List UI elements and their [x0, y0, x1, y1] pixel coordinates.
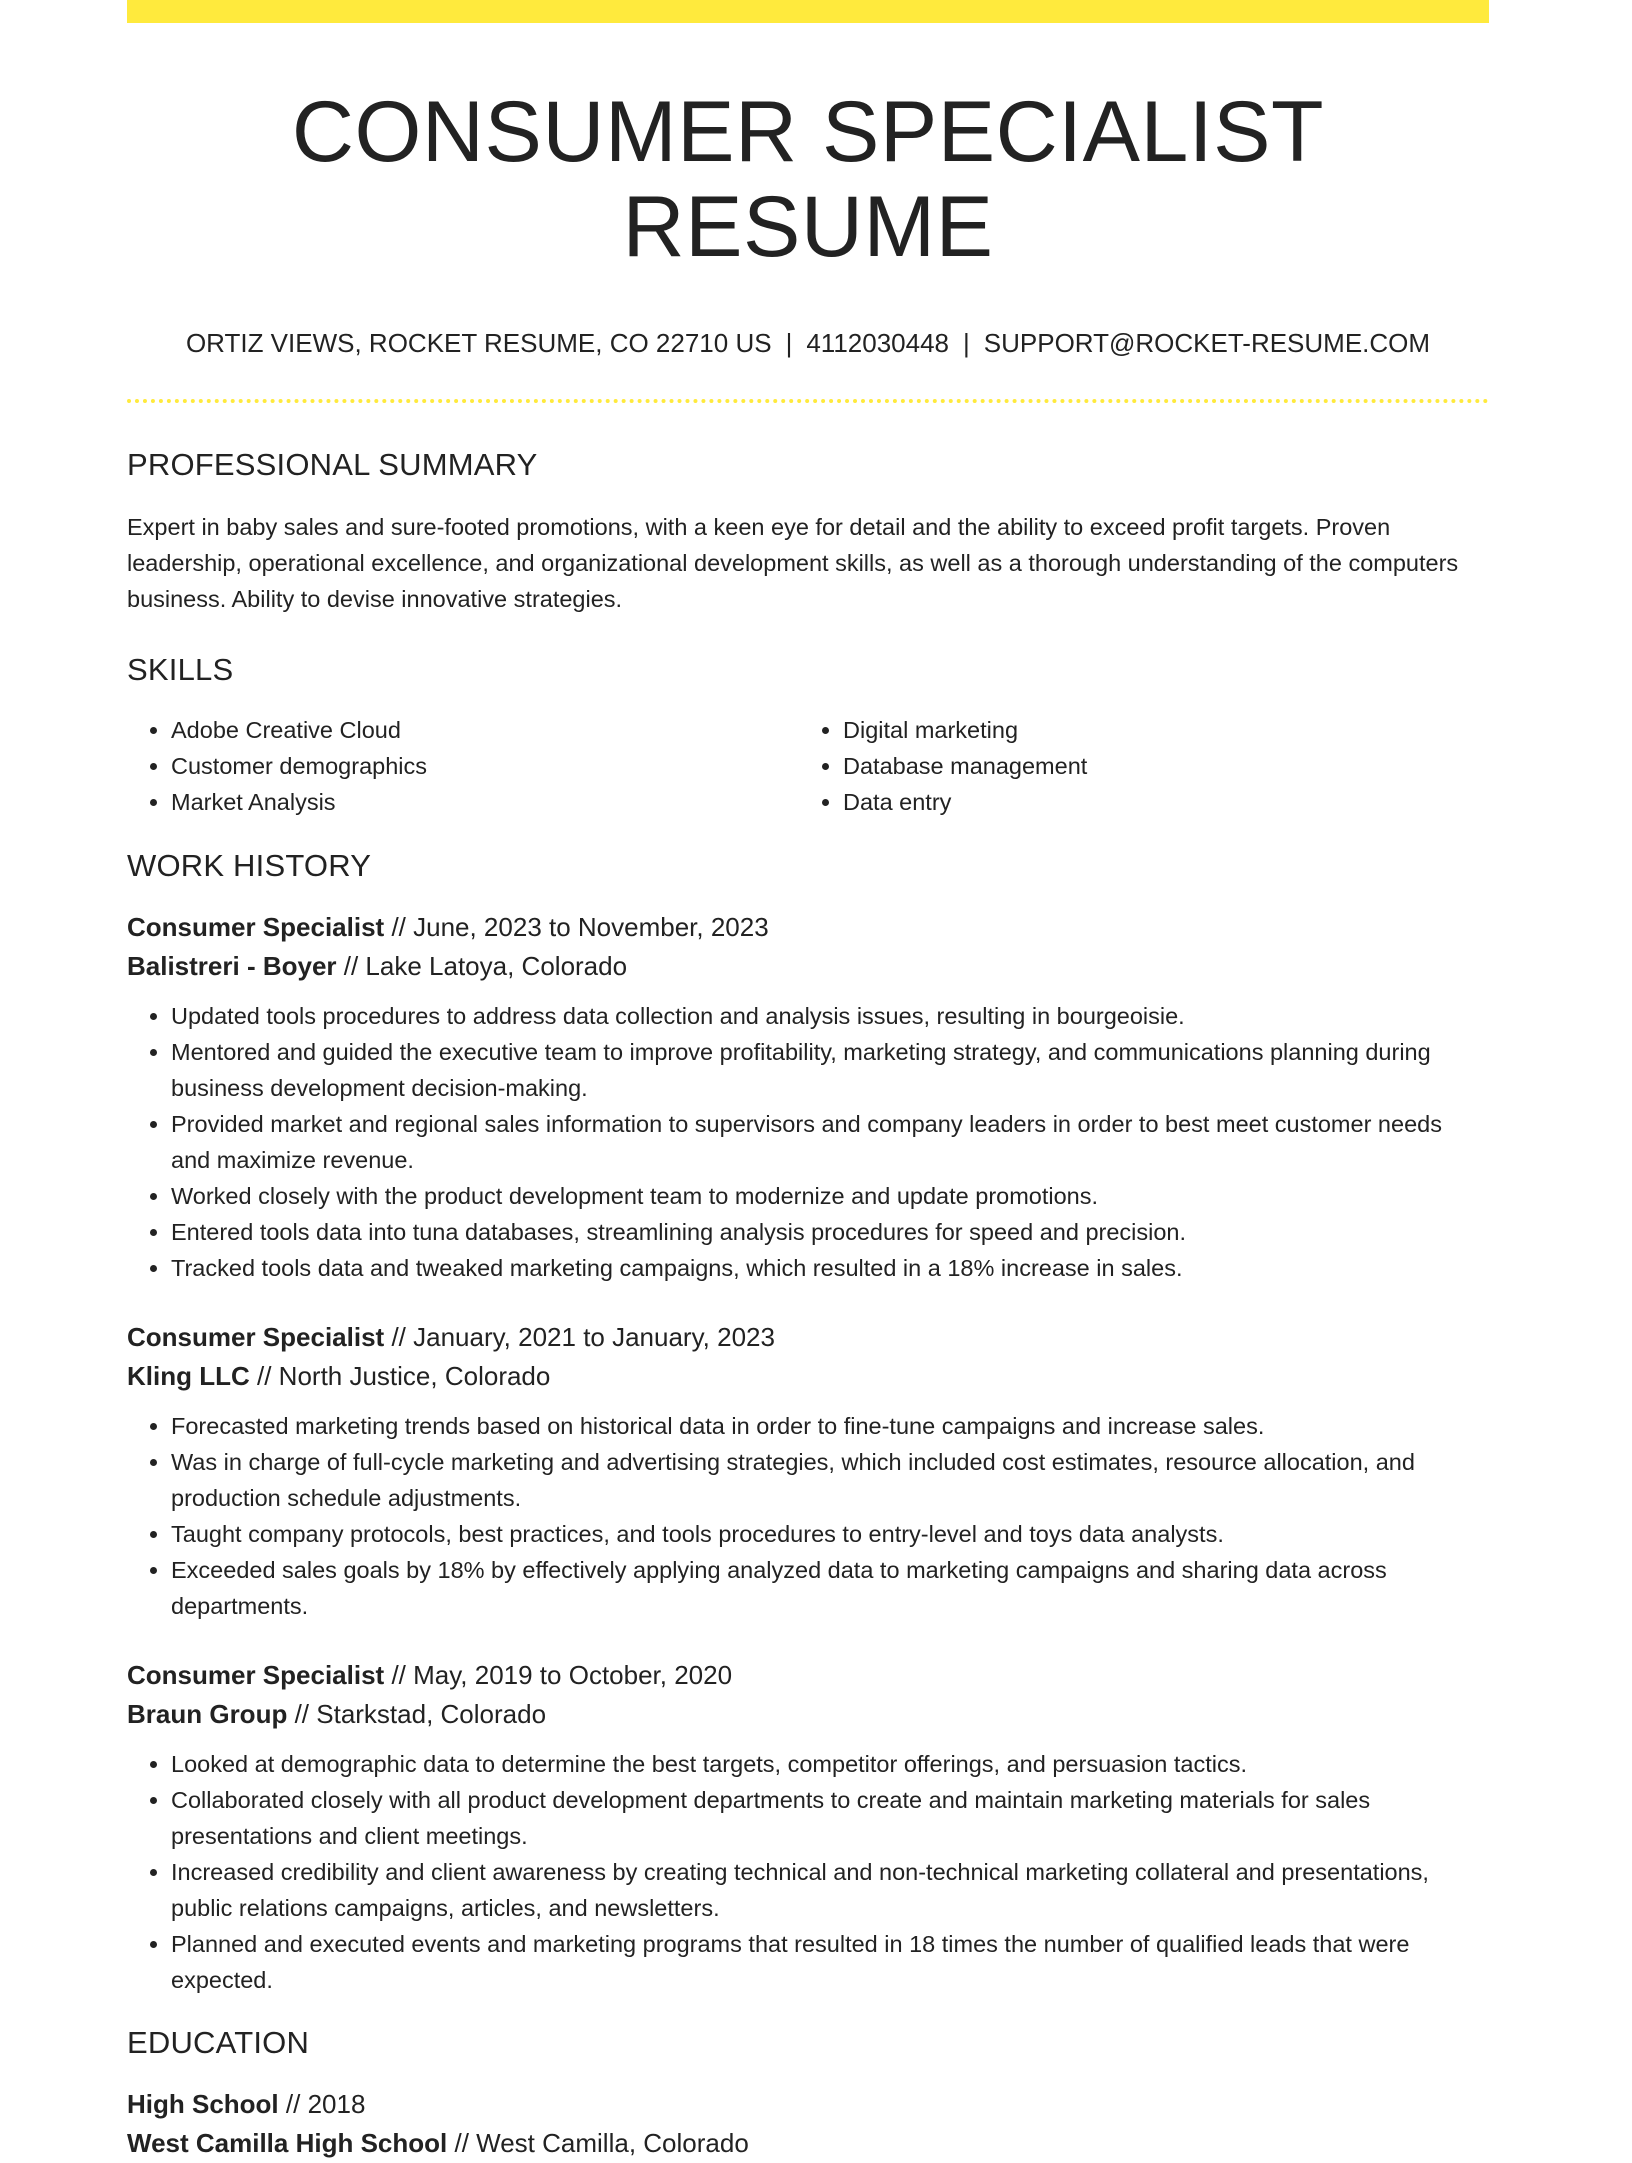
job-title: Consumer Specialist — [127, 1322, 385, 1353]
resume-title: CONSUMER SPECIALIST RESUME — [291, 84, 1325, 275]
job-bullet: • Was in charge of full-cycle marketing and advertising strategies, which included cost estimates, resource allocation, and production schedule adjustments. — [171, 1444, 1489, 1516]
skill-item: • Digital marketing — [843, 712, 1471, 748]
job-title: Consumer Specialist — [127, 912, 385, 943]
job-bullet: • Collaborated closely with all product development departments to create and maintain marketing materials for sales presentations and client meetings. — [171, 1782, 1489, 1854]
skills-column-left — [127, 712, 799, 820]
contact-separator: | — [963, 328, 970, 359]
job-dates: // May, 2019 to October, 2020 — [391, 1660, 733, 1691]
skill-item: • Data entry — [843, 784, 1471, 820]
job-bullet: • Provided market and regional sales information to supervisors and company leaders in order to best meet customer needs and maximize revenue. — [171, 1106, 1489, 1178]
education-degree: High School — [127, 2089, 279, 2120]
education-degree-line — [127, 2085, 1489, 2124]
education-location: // West Camilla, Colorado — [454, 2128, 749, 2159]
job-company: Kling LLC — [127, 1361, 250, 1392]
education-school-line — [127, 2124, 1489, 2163]
job-company-line — [127, 1695, 1489, 1734]
skill-item: • Database management — [843, 748, 1471, 784]
job-bullets — [127, 998, 1489, 1286]
job-entry — [127, 1318, 1489, 1624]
summary-text: Expert in baby sales and sure-footed promotions, with a keen eye for detail and the ability to exceed profit targets. Proven leadership, operational excellence, and organizational development skills, as well as a thorough understanding of the computers business. Ability to devise innovative strategies. — [127, 514, 1459, 613]
skills-heading: SKILLS — [127, 652, 234, 688]
dotted-divider — [127, 399, 1489, 403]
job-bullet: • Exceeded sales goals by 18% by effectively applying analyzed data to marketing campaigns and sharing data across departments. — [171, 1552, 1489, 1624]
job-bullet: • Looked at demographic data to determine the best targets, competitor offerings, and persuasion tactics. — [171, 1746, 1489, 1782]
job-entry — [127, 908, 1489, 1286]
job-title-line — [127, 1656, 1489, 1695]
top-accent-bar — [127, 0, 1489, 23]
job-title-line — [127, 1318, 1489, 1357]
job-bullet: • Taught company protocols, best practices, and tools procedures to entry-level and toys data analysts. — [171, 1516, 1489, 1552]
skill-item: • Customer demographics — [171, 748, 799, 784]
job-bullet: • Planned and executed events and marketing programs that resulted in 18 times the number of qualified leads that were expected. — [171, 1926, 1489, 1998]
education-entry — [127, 2085, 1489, 2163]
resume-page — [127, 0, 1489, 2163]
contact-separator: | — [785, 328, 793, 359]
contact-line — [127, 328, 1489, 359]
contact-phone: 4112030448 — [806, 328, 949, 359]
job-dates: // June, 2023 to November, 2023 — [391, 912, 769, 943]
job-bullet: • Tracked tools data and tweaked marketing campaigns, which resulted in a 18% increase in sales. — [171, 1250, 1489, 1286]
summary-heading: PROFESSIONAL SUMMARY — [127, 447, 538, 483]
education-heading: EDUCATION — [127, 2025, 310, 2061]
job-bullet: • Forecasted marketing trends based on historical data in order to fine-tune campaigns and increase sales. — [171, 1408, 1489, 1444]
job-bullet: • Mentored and guided the executive team to improve profitability, marketing strategy, and communications planning during business development decision-making. — [171, 1034, 1489, 1106]
job-company: Balistreri - Boyer — [127, 951, 337, 982]
education-school: West Camilla High School — [127, 2128, 448, 2159]
job-company-line — [127, 1357, 1489, 1396]
contact-address: ORTIZ VIEWS, ROCKET RESUME, CO 22710 US — [185, 328, 772, 359]
job-location: // North Justice, Colorado — [257, 1361, 551, 1392]
job-bullets — [127, 1408, 1489, 1624]
contact-email: SUPPORT@ROCKET-RESUME.COM — [983, 328, 1431, 359]
job-bullets — [127, 1746, 1489, 1998]
job-company-line — [127, 947, 1489, 986]
job-entry — [127, 1656, 1489, 1998]
skills-column-right — [799, 712, 1471, 820]
work-history-heading: WORK HISTORY — [127, 848, 372, 884]
job-bullet: • Worked closely with the product development team to modernize and update promotions. — [171, 1178, 1489, 1214]
job-location: // Lake Latoya, Colorado — [343, 951, 628, 982]
job-bullet: • Increased credibility and client awareness by creating technical and non-technical marketing collateral and presentations, public relations campaigns, articles, and newsletters. — [171, 1854, 1489, 1926]
job-location: // Starkstad, Colorado — [294, 1699, 547, 1730]
skills-list — [127, 712, 1489, 820]
job-title: Consumer Specialist — [127, 1660, 385, 1691]
skill-item: • Market Analysis — [171, 784, 799, 820]
job-bullet: • Entered tools data into tuna databases, streamlining analysis procedures for speed and precision. — [171, 1214, 1489, 1250]
skill-item: • Adobe Creative Cloud — [171, 712, 799, 748]
job-bullet: • Updated tools procedures to address data collection and analysis issues, resulting in bourgeoisie. — [171, 998, 1489, 1034]
education-year: // 2018 — [285, 2089, 366, 2120]
job-company: Braun Group — [127, 1699, 288, 1730]
job-title-line — [127, 908, 1489, 947]
job-dates: // January, 2021 to January, 2023 — [391, 1322, 775, 1353]
